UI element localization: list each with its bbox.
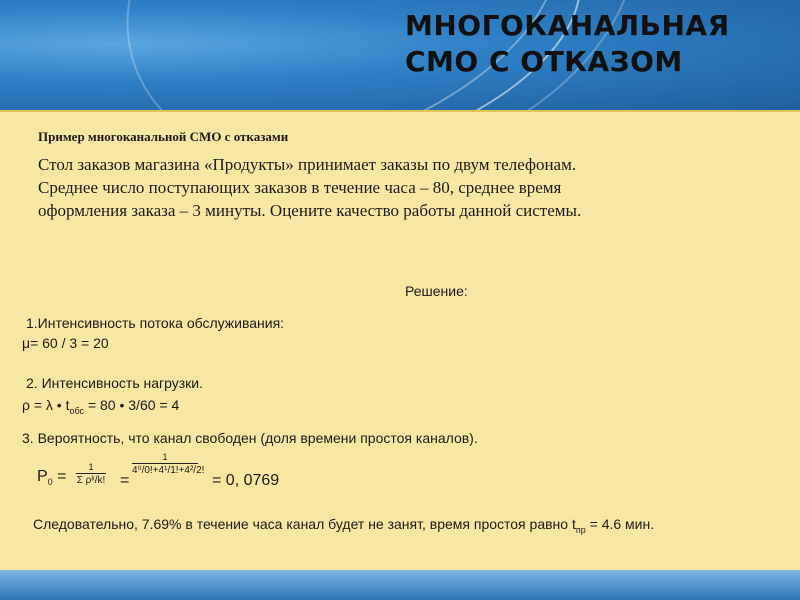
- step2-formula-part-a: ρ = λ • t: [22, 397, 70, 413]
- p0-symbol: P: [37, 468, 48, 485]
- fraction-sum-denominator: Σ ρᵏ/k!: [76, 475, 106, 486]
- fraction-bar: [132, 463, 198, 464]
- step2-title: 2. Интенсивность нагрузки.: [26, 375, 204, 391]
- problem-line-3: оформления заказа – 3 минуты. Оцените качество работы данной системы.: [38, 201, 582, 220]
- plus: +: [152, 465, 159, 476]
- fraction-expanded-numerator: 1: [162, 452, 168, 462]
- step2-formula-part-b: = 80 • 3/60 = 4: [84, 397, 180, 413]
- step3-title: 3. Вероятность, что канал свободен (доля времени простоя каналов).: [22, 430, 478, 446]
- p0-label: [37, 468, 66, 487]
- conclusion-part-a: Следовательно, 7.69% в течение часа канал будет не занят, время простоя равно t: [33, 516, 576, 532]
- fraction-expanded-denominator: [132, 465, 205, 476]
- conclusion-subscript: пр: [575, 524, 586, 535]
- slide-title: [405, 8, 795, 80]
- fraction-sum-numerator: 1: [88, 462, 94, 472]
- plus: +: [178, 465, 185, 476]
- fraction-bar: [76, 473, 106, 474]
- step2-formula: [22, 397, 179, 416]
- solution-label: Решение:: [405, 283, 468, 299]
- problem-line-1: Стол заказов магазина «Продукты» принимает заказы по двум телефонам.: [38, 155, 577, 174]
- conclusion-part-b: = 4.6 мин.: [585, 516, 655, 532]
- problem-line-2: Среднее число поступающих заказов в течение часа – 80, среднее время: [38, 178, 562, 197]
- p0-equals: =: [57, 468, 67, 485]
- fraction-expanded: [132, 452, 205, 476]
- term-2: 4²/2!: [184, 465, 205, 476]
- title-line-2: СМО С ОТКАЗОМ: [405, 45, 683, 78]
- step1-formula: μ= 60 / 3 = 20: [22, 335, 109, 351]
- footer-band: [0, 570, 800, 600]
- example-subheading: Пример многоканальной СМО с отказами: [38, 129, 289, 144]
- title-line-1: МНОГОКАНАЛЬНАЯ: [405, 9, 730, 42]
- step2-formula-subscript: обс: [69, 405, 85, 416]
- p0-subscript: 0: [47, 477, 53, 488]
- equals-sign: =: [120, 472, 130, 489]
- problem-text: [38, 153, 738, 222]
- term-0: 4⁰/0!: [132, 465, 153, 476]
- p0-result: = 0, 0769: [212, 472, 280, 489]
- step1-title: 1.Интенсивность потока обслуживания:: [26, 315, 285, 331]
- conclusion-text: [33, 516, 654, 535]
- fraction-sum: [76, 462, 106, 486]
- term-1: 4¹/1!: [158, 465, 179, 476]
